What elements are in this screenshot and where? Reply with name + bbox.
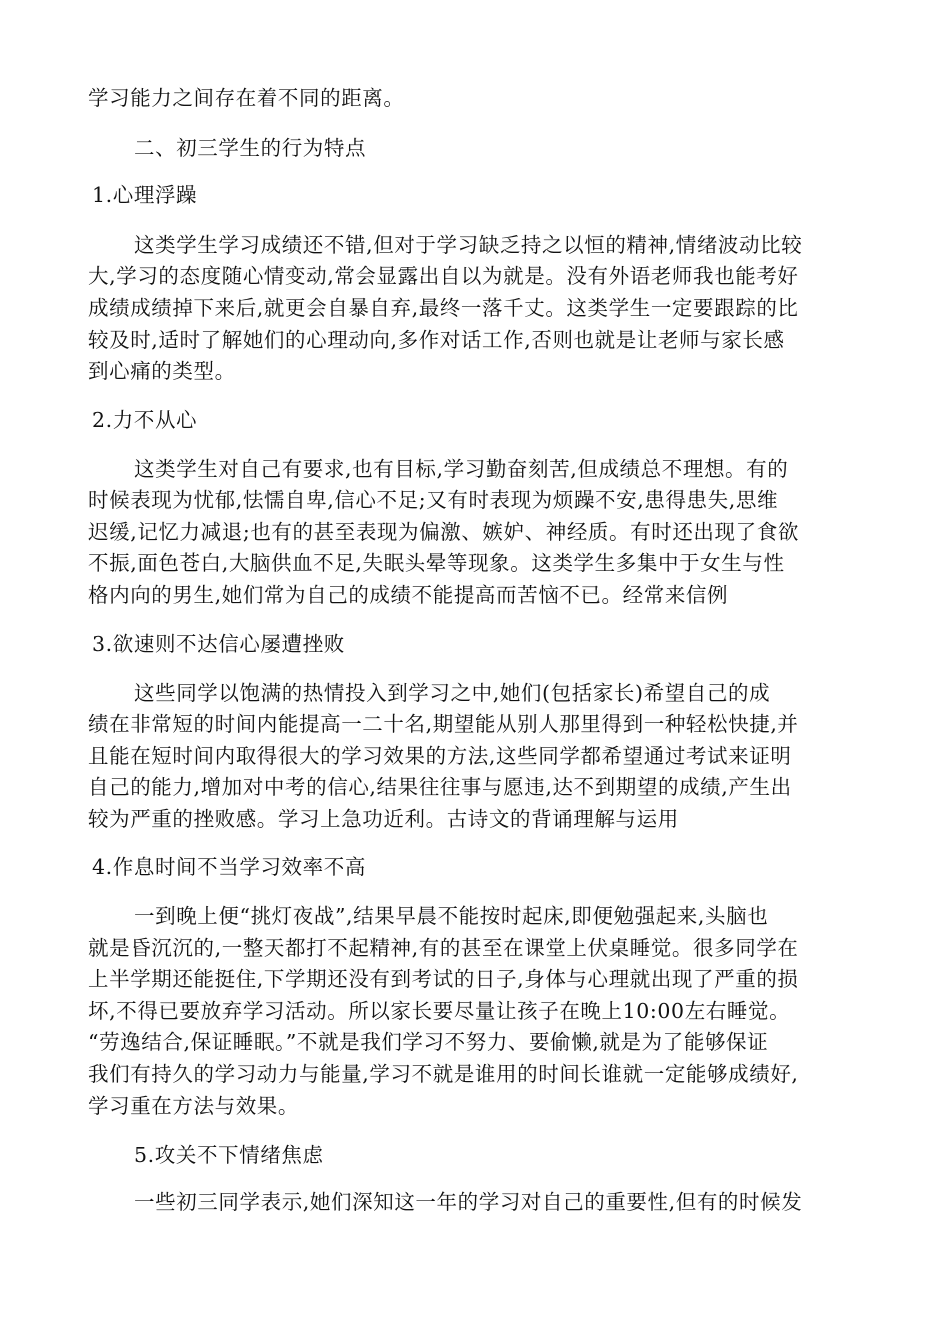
paragraph-line: 格内向的男生,她们常为自己的成绩不能提高而苦恼不已。经常来信例 xyxy=(88,583,729,607)
paragraph-line: 较及时,适时了解她们的心理动向,多作对话工作,否则也就是让老师与家长感 xyxy=(88,328,785,352)
paragraph-line: 且能在短时间内取得很大的学习效果的方法,这些同学都希望通过考试来证明 xyxy=(88,744,792,768)
paragraph-line: 迟缓,记忆力减退;也有的甚至表现为偏激、嫉妒、神经质。有时还出现了食欲 xyxy=(88,520,799,544)
paragraph-line: 时候表现为忧郁,怯懦自卑,信心不足;又有时表现为烦躁不安,患得患失,思维 xyxy=(88,488,779,512)
subsection-heading: 3.欲速则不达信心屡遭挫败 xyxy=(92,632,345,656)
paragraph-line: 成绩成绩掉下来后,就更会自暴自弃,最终一落千丈。这类学生一定要跟踪的比 xyxy=(88,296,799,320)
paragraph-line: 自己的能力,增加对中考的信心,结果往往事与愿违,达不到期望的成绩,产生出 xyxy=(88,775,792,799)
paragraph-line: 大,学习的态度随心情变动,常会显露出自以为就是。没有外语老师我也能考好 xyxy=(88,264,799,288)
subsection-heading: 1.心理浮躁 xyxy=(92,183,198,207)
paragraph-line: 一些初三同学表示,她们深知这一年的学习对自己的重要性,但有的时候发 xyxy=(134,1190,803,1214)
paragraph-line: 较为严重的挫败感。学习上急功近利。古诗文的背诵理解与运用 xyxy=(88,807,679,831)
paragraph-line: 绩在非常短的时间内能提高一二十名,期望能从别人那里得到一种轻松快捷,并 xyxy=(88,712,799,736)
paragraph-line: 我们有持久的学习动力与能量,学习不就是谁用的时间长谁就一定能够成绩好, xyxy=(88,1062,799,1086)
paragraph-line: 一到晚上便“挑灯夜战”,结果早晨不能按时起床,即便勉强起来,头脑也 xyxy=(134,904,769,928)
paragraph-line: 这类学生对自己有要求,也有目标,学习勤奋刻苦,但成绩总不理想。有的 xyxy=(134,457,789,481)
section-heading: 二、初三学生的行为特点 xyxy=(134,136,367,160)
paragraph-line: 上半学期还能挺住,下学期还没有到考试的日子,身体与心理就出现了严重的损 xyxy=(88,967,799,991)
subsection-heading: 2.力不从心 xyxy=(92,408,198,432)
paragraph-line: 学习能力之间存在着不同的距离。 xyxy=(88,86,405,110)
subsection-heading: 5.攻关不下情绪焦虑 xyxy=(134,1143,324,1167)
paragraph-line: 这些同学以饱满的热情投入到学习之中,她们(包括家长)希望自己的成 xyxy=(134,681,771,705)
paragraph-line: 就是昏沉沉的,一整天都打不起精神,有的甚至在课堂上伏桌睡觉。很多同学在 xyxy=(88,936,799,960)
paragraph-line: 不振,面色苍白,大脑供血不足,失眠头晕等现象。这类学生多集中于女生与性 xyxy=(88,551,785,575)
paragraph-line: 这类学生学习成绩还不错,但对于学习缺乏持之以恒的精神,情绪波动比较 xyxy=(134,233,803,257)
paragraph-line: 学习重在方法与效果。 xyxy=(88,1094,299,1118)
paragraph-line: “劳逸结合,保证睡眠。”不就是我们学习不努力、要偷懒,就是为了能够保证 xyxy=(88,1030,769,1054)
subsection-heading: 4.作息时间不当学习效率不高 xyxy=(92,855,366,879)
paragraph-line: 坏,不得已要放弃学习活动。所以家长要尽量让孩子在晚上10:00左右睡觉。 xyxy=(88,999,791,1023)
paragraph-line: 到心痛的类型。 xyxy=(88,359,236,383)
